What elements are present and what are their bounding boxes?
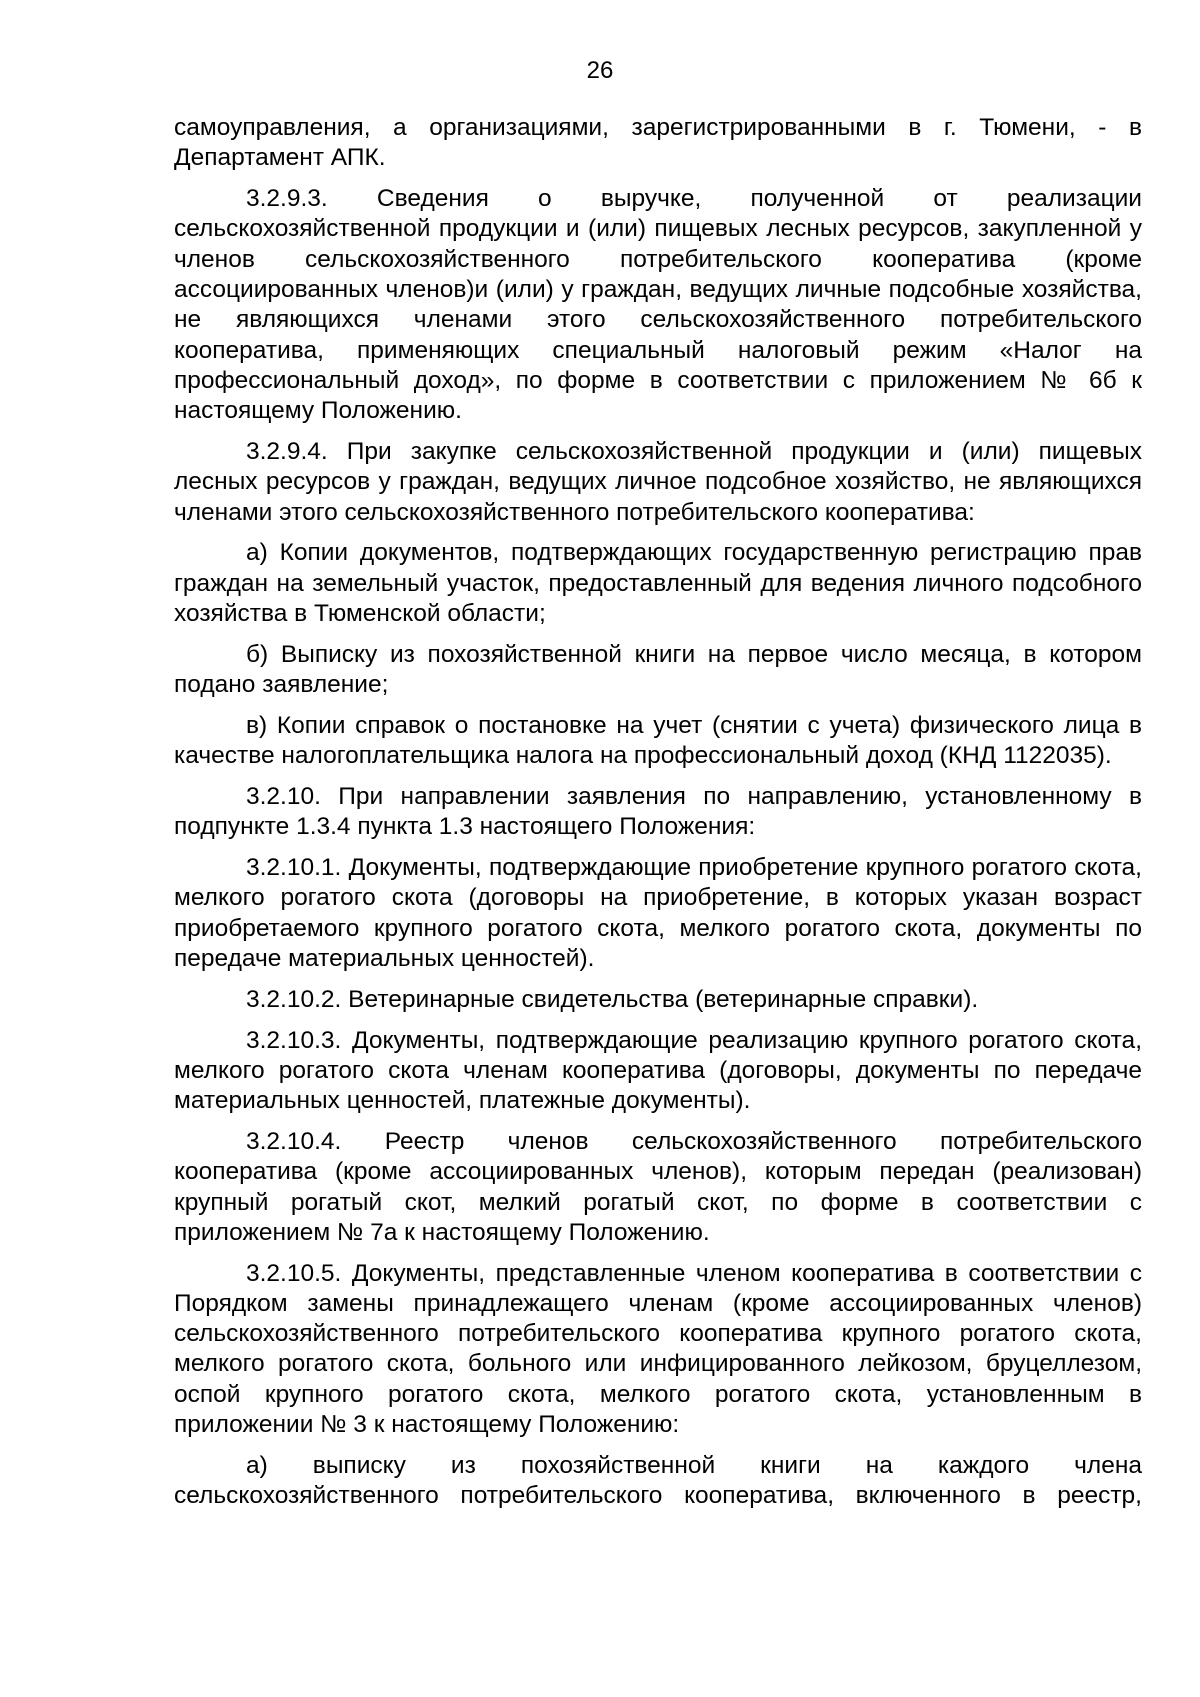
paragraph-3-2-10-3: 3.2.10.3. Документы, подтверждающие реализацию крупного рогатого скота, мелкого рогатого скота членам кооператива (договоры, документы по передаче материальных ценностей, платежные документы). <box>174 1026 1142 1115</box>
paragraph-item-b: б) Выписку из похозяйственной книги на первое число месяца, в котором подано заявление; <box>174 640 1142 699</box>
paragraph-item-v: в) Копии справок о постановке на учет (снятии с учета) физического лица в качестве налогоплательщика налога на профессиональный доход (КНД 1122035). <box>174 711 1142 770</box>
paragraph-item-a-extract: а) выписку из похозяйственной книги на каждого члена сельскохозяйственного потребительского кооператива, включенного в реестр, <box>174 1451 1142 1510</box>
paragraph-3-2-10-4: 3.2.10.4. Реестр членов сельскохозяйственного потребительского кооператива (кроме ассоциированных членов), которым передан (реализован) крупный рогатый скот, мелкий рогатый скот, по форме в соответствии с приложением № 7а к настоящему Положению. <box>174 1127 1142 1246</box>
paragraph-continuation: самоуправления, а организациями, зарегистрированными в г. Тюмени, - в Департамент АПК. <box>174 114 1142 172</box>
paragraph-3-2-10-1: 3.2.10.1. Документы, подтверждающие приобретение крупного рогатого скота, мелкого рогатого скота (договоры на приобретение, в которых указан возраст приобретаемого крупного рогатого скота, мелкого рогатого скота, документы по передаче материальных ценностей). <box>174 854 1142 972</box>
paragraph-3-2-10-5: 3.2.10.5. Документы, представленные членом кооператива в соответствии с Порядком замены принадлежащего членам (кроме ассоциированных членов) сельскохозяйственного потребительского кооператива крупного рогатого скота, мелкого рогатого скота, больного или инфицированного лейкозом, бруцеллезом, оспой крупного рогатого скота, мелкого рогатого скота, установленным в приложении № 3 к настоящему Положению: <box>174 1259 1142 1439</box>
paragraph-item-a: а) Копии документов, подтверждающих государственную регистрацию прав граждан на земельный участок, предоставленный для ведения личного подсобного хозяйства в Тюменской области; <box>174 539 1142 627</box>
paragraph-3-2-10-2: 3.2.10.2. Ветеринарные свидетельства (ветеринарные справки). <box>246 985 979 1013</box>
page-number: 26 <box>586 57 614 84</box>
paragraph-3-2-10: 3.2.10. При направлении заявления по направлению, установленному в подпункте 1.3.4 пункта 1.3 настоящего Положения: <box>174 782 1142 841</box>
paragraph-3-2-9-3: 3.2.9.3. Сведения о выручке, полученной от реализации сельскохозяйственной продукции и (или) пищевых лесных ресурсов, закупленной у членов сельскохозяйственного потребительского кооператива (кроме ассоциированных членов)и (или) у граждан, ведущих личные подсобные хозяйства, не являющихся членами этого сельскохозяйственного потребительского кооператива, применяющих специальный налоговый режим «Налог на профессиональный доход», по форме в соответствии с приложением № 6б к настоящему Положению. <box>174 185 1142 425</box>
document-body <box>174 113 1142 1522</box>
paragraph-3-2-9-4: 3.2.9.4. При закупке сельскохозяйственной продукции и (или) пищевых лесных ресурсов у граждан, ведущих личное подсобное хозяйство, не являющихся членами этого сельскохозяйственного потребительского кооператива: <box>174 437 1142 526</box>
